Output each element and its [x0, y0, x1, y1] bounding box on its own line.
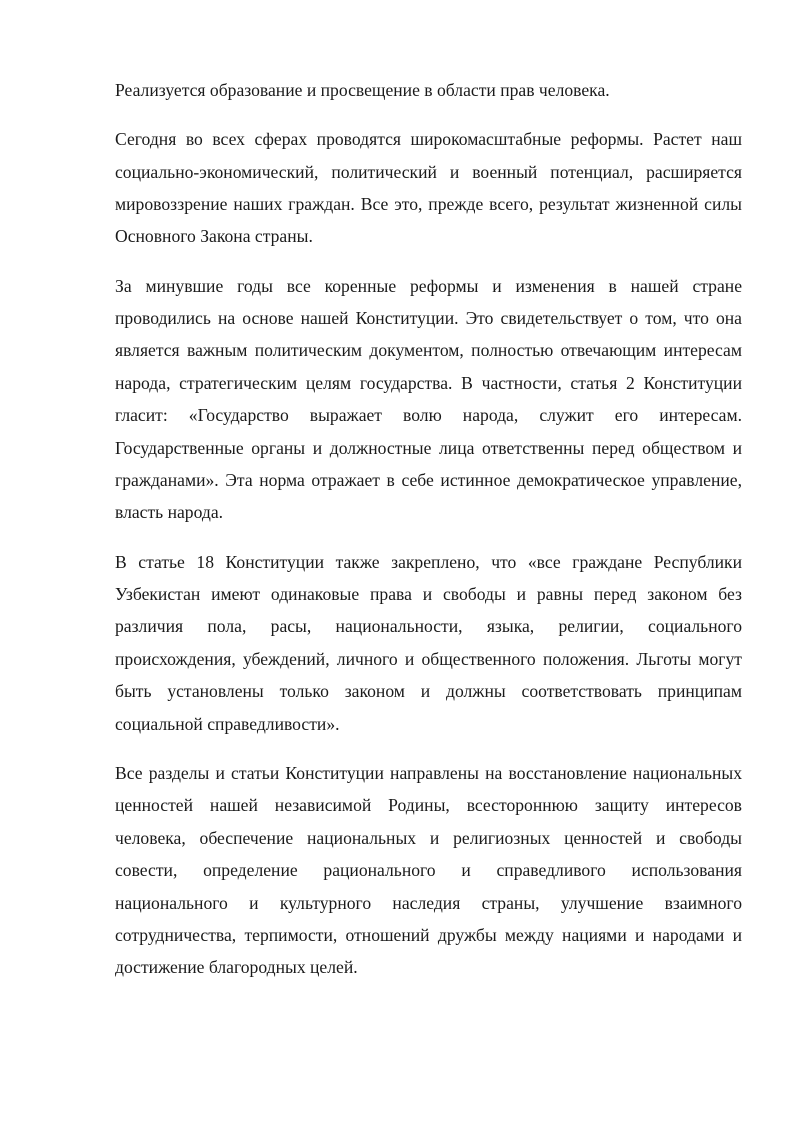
paragraph-article-18: В статье 18 Конституции также закреплено, что «все граждане Республики Узбекистан имеют одинаковые права и свободы и равны перед законом без различия пола, расы, национальности, языка, религии, социального происхождения, убеждений, личного и общественного положения. Льготы могут быть установлены только законом и должны соответствовать принципам социальной справедливости». [115, 551, 742, 734]
paragraph-reforms: Сегодня во всех сферах проводятся широкомасштабные реформы. Растет наш социально-экономический, политический и военный потенциал, расширяется мировоззрение наших граждан. Все это, прежде всего, результат жизненной силы Основного Закона страны. [115, 129, 742, 247]
paragraph-constitution-basis: За минувшие годы все коренные реформы и изменения в нашей стране проводились на основе нашей Конституции. Это свидетельствует о том, что она является важным политическим документом, полностью отвечающим интересам народа, стратегическим целям государства. В частности, статья 2 Конституции гласит: «Государство выражает волю народа, служит его интересам. Государственные органы и должностные лица ответственны перед обществом и гражданами». Эта норма отражает в себе истинное демократическое управление, власть народа. [115, 275, 742, 523]
document-body [115, 74, 742, 1001]
paragraph-education: Реализуется образование и просвещение в области прав человека. [115, 80, 610, 100]
paragraph-sections-articles: Все разделы и статьи Конституции направлены на восстановление национальных ценностей нашей независимой Родины, всестороннюю защиту интересов человека, обеспечение национальных и религиозных ценностей и свободы совести, определение рационального и справедливого использования национального и культурного наследия страны, улучшение взаимного сотрудничества, терпимости, отношений дружбы между нациями и народами и достижение благородных целей. [115, 762, 742, 978]
